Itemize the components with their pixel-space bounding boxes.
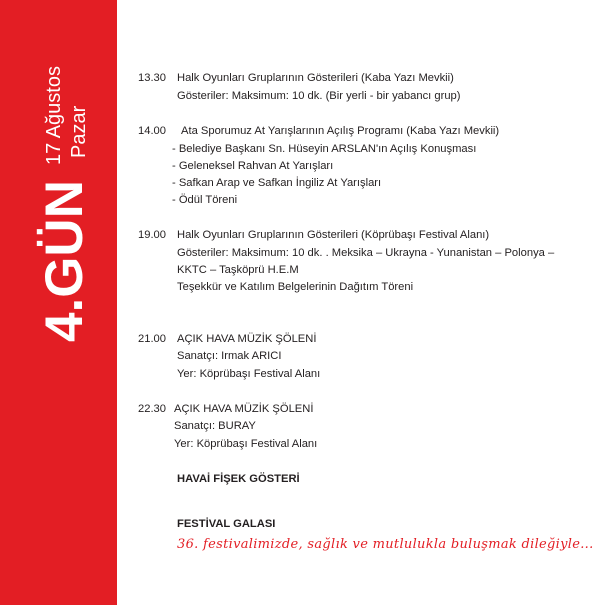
schedule-item-detail: Yer: Köprübaşı Festival Alanı (174, 438, 318, 450)
schedule-item-title: Ata Sporumuz At Yarışlarının Açılış Programı (Kaba Yazı Mevkii) (181, 125, 500, 137)
day-title: 4.GÜN (35, 180, 94, 342)
schedule-item-detail: - Belediye Başkanı Sn. Hüseyin ARSLAN'ın Açılış Konuşması (172, 143, 477, 155)
schedule-item-detail: - Ödül Töreni (172, 194, 238, 206)
schedule-item-title: Halk Oyunları Gruplarının Gösterileri (Kaba Yazı Mevkii) (177, 72, 454, 84)
schedule-item-detail: Gösteriler: Maksimum: 10 dk. (Bir yerli - bir yabancı grup) (177, 90, 461, 102)
schedule-item-time: 22.30 (138, 403, 166, 415)
schedule-item-detail: - Safkan Arap ve Safkan İngiliz At Yarışları (172, 177, 382, 189)
schedule-item-detail: Sanatçı: BURAY (174, 420, 256, 432)
schedule-item-title: Halk Oyunları Gruplarının Gösterileri (Köprübaşı Festival Alanı) (177, 229, 490, 241)
day-date: 17 Ağustos (43, 66, 65, 165)
schedule-item-detail: KKTC – Taşköprü H.E.M (177, 264, 299, 276)
gala-heading: FESTİVAL GALASI (177, 518, 276, 530)
schedule-item-detail: Teşekkür ve Katılım Belgelerinin Dağıtım Töreni (177, 281, 414, 293)
schedule-item-detail: Gösteriler: Maksimum: 10 dk. . Meksika – Ukrayna - Yunanistan – Polonya – (177, 247, 555, 259)
schedule-item-detail: Sanatçı: Irmak ARICI (177, 350, 282, 362)
day-weekday: Pazar (68, 105, 90, 158)
schedule-item-time: 21.00 (138, 333, 166, 345)
schedule-item-time: 14.00 (138, 125, 166, 137)
closing-message: 36. festivalimizde, sağlık ve mutlulukla buluşmak dileğiyle... (177, 537, 594, 552)
schedule-item-detail: - Geleneksel Rahvan At Yarışları (172, 160, 334, 172)
schedule-item-time: 13.30 (138, 72, 166, 84)
schedule-item-title: AÇIK HAVA MÜZİK ŞÖLENİ (177, 333, 317, 345)
schedule-item-detail: Yer: Köprübaşı Festival Alanı (177, 368, 321, 380)
fireworks-heading: HAVAİ FİŞEK GÖSTERİ (177, 473, 300, 485)
schedule-item-title: AÇIK HAVA MÜZİK ŞÖLENİ (174, 403, 314, 415)
schedule-item-time: 19.00 (138, 229, 166, 241)
